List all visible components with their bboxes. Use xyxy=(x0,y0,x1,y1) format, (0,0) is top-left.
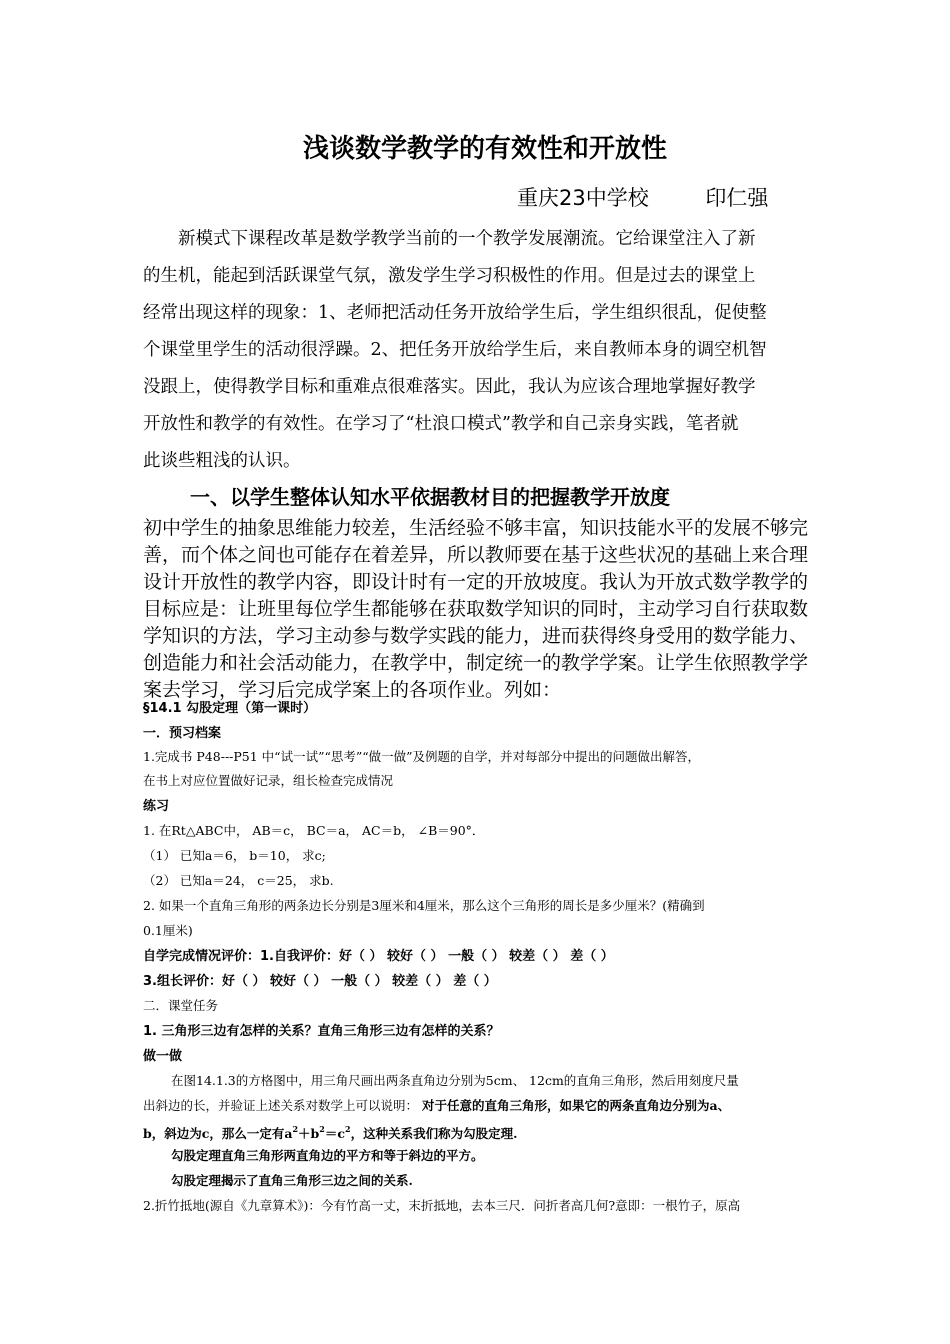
exercise-line: 1. 在Rt△ABC中， AB＝c， BC＝a， AC＝b， ∠B＝90°． xyxy=(143,823,485,838)
evaluation-line: 3.组长评价：好（ ） 较好（ ） 一般（ ） 较差（ ） 差（ ） xyxy=(143,974,497,989)
doit-text: 出斜边的长，并验证上述关系对数学上可以说明： xyxy=(143,1098,419,1113)
section-line: 设计开放性的教学内容，即设计时有一定的开放坡度。我认为开放式数学教学的 xyxy=(143,571,809,593)
part-heading: 二．课堂任务 xyxy=(143,998,219,1013)
exercise-line: 2. 如果一个直角三角形的两条边长分别是3厘米和4厘米，那么这个三角形的周长是多少厘米？(精确到 xyxy=(143,898,705,913)
theorem-line: 勾股定理揭示了直角三角形三边之间的关系. xyxy=(171,1173,413,1188)
part-heading: 一．预习档案 xyxy=(143,726,222,741)
practice-label: 练习 xyxy=(143,799,170,814)
section-line: 案去学习，学习后完成学案上的各项作业。列如： xyxy=(143,679,562,701)
question-line: 1. 三角形三边有怎样的关系？直角三角形三边有怎样的关系？ xyxy=(143,1024,500,1039)
exercise-line: 0.1厘米) xyxy=(143,923,193,938)
section-heading: 一、以学生整体认知水平依据教材目的把握教学开放度 xyxy=(190,485,670,509)
theorem-line: 勾股定理直角三角形两直角边的平方和等于斜边的平方。 xyxy=(171,1148,484,1163)
exercise-line: （1） 已知a＝6， b＝10， 求c; xyxy=(143,848,326,863)
author-name: 印仁强 xyxy=(705,186,769,210)
doit-text-bold: b，斜边为c，那么一定有 xyxy=(143,1126,285,1141)
intro-line: 新模式下课程改革是数学教学当前的一个教学发展潮流。它给课堂注入了新 xyxy=(178,229,756,249)
page-title: 浅谈数学教学的有效性和开放性 xyxy=(303,134,668,164)
section-line: 创造能力和社会活动能力，在教学中，制定统一的教学学案。让学生依照教学学 xyxy=(143,652,809,674)
doit-text-bold: 对于任意的直角三角形，如果它的两条直角边分别为a、 xyxy=(422,1098,731,1113)
intro-line: 经常出现这样的现象：1、老师把活动任务开放给学生后，学生组织很乱，促使整 xyxy=(143,303,767,323)
formula: $a^2+b^2=c^2$ xyxy=(284,1124,351,1141)
evaluation-line: 自学完成情况评价：1.自我评价：好（ ） 较好（ ） 一般（ ） 较差（ ） 差（ ） xyxy=(143,949,614,964)
intro-line: 的生机，能起到活跃课堂气氛，激发学生学习积极性的作用。但是过去的课堂上 xyxy=(143,266,756,286)
intro-line: 没跟上，使得教学目标和重难点很难落实。因此，我认为应该合理地掌握好教学 xyxy=(143,377,756,397)
task-line: 在书上对应位置做好记录，组长检查完成情况 xyxy=(143,773,394,788)
task-line: 2.折竹抵地(源自《九章算术》)：今有竹高一丈，末折抵地，去本三尺．问折者高几何?意即：一根竹子，原高 xyxy=(143,1198,741,1213)
section-line: 学知识的方法，学习主动参与数学实践的能力，进而获得终身受用的数学能力、 xyxy=(143,625,809,647)
author-school: 重庆23中学校 xyxy=(517,186,649,210)
doit-text-bold: ，这种关系我们称为勾股定理. xyxy=(350,1126,518,1141)
task-line: 1.完成书 P48---P51 中“试一试”“思考”“做一做”及例题的自学，并对每部分中提出的问题做出解答， xyxy=(143,749,701,764)
doit-line xyxy=(143,1100,730,1113)
intro-line: 开放性和教学的有效性。在学习了“杜浪口模式”教学和自己亲身实践，笔者就 xyxy=(143,414,739,434)
doit-line xyxy=(143,1125,517,1141)
section-line: 目标应是：让班里每位学生都能够在获取数学知识的同时，主动学习自行获取数 xyxy=(143,598,809,620)
lesson-title: §14.1 勾股定理（第一课时） xyxy=(143,701,317,716)
section-line: 初中学生的抽象思维能力较差，生活经验不够丰富，知识技能水平的发展不够完 xyxy=(143,517,809,539)
intro-line: 个课堂里学生的活动很浮躁。2、把任务开放给学生后，来自教师本身的调空机智 xyxy=(143,340,767,360)
section-line: 善，而个体之间也可能存在着差异，所以教师要在基于这些状况的基础上来合理 xyxy=(143,544,809,566)
doit-line: 在图14.1.3的方格图中，用三角尺画出两条直角边分别为5cm、 12cm的直角三角形，然后用刻度尺量 xyxy=(171,1073,739,1088)
exercise-line: （2） 已知a＝24， c＝25， 求b. xyxy=(143,873,334,888)
intro-line: 此谈些粗浅的认识。 xyxy=(143,451,301,471)
author-line xyxy=(517,188,768,209)
doit-label: 做一做 xyxy=(143,1049,183,1064)
